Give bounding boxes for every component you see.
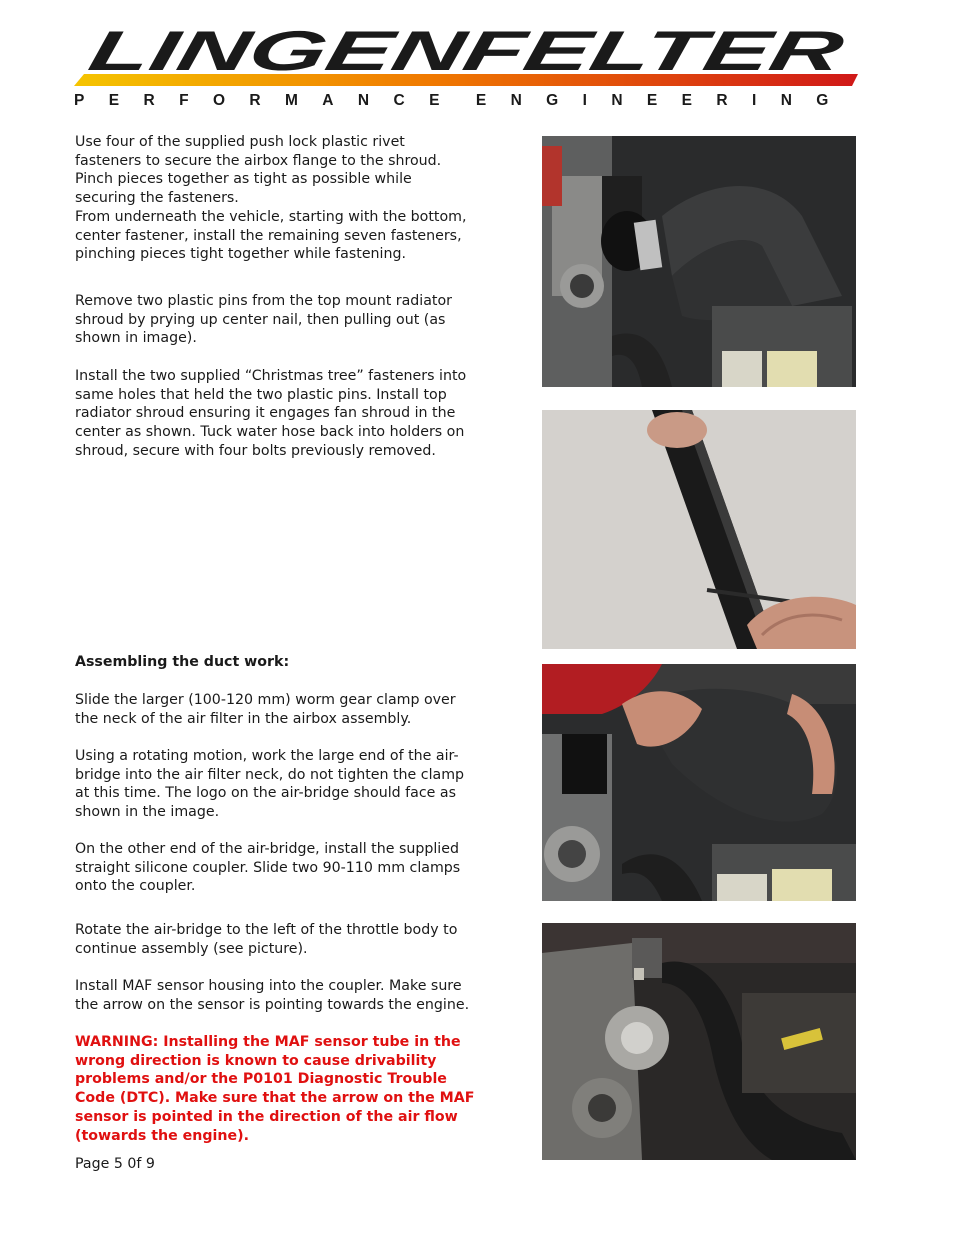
warning-paragraph: WARNING: Installing the MAF sensor tube in the wrong direction is known to cause drivability problems and/or the P0101 Diagnostic Trouble Code (DTC). Make sure that the arrow on the MAF sensor is pointed in the direction of the air flow (towards the engine). <box>75 1034 475 1144</box>
instruction-paragraph-7: On the other end of the air-bridge, install the supplied straight silicone coupler. Slide two 90-110 mm clamps onto the coupler. <box>75 841 461 895</box>
brand-tagline <box>74 92 853 110</box>
instruction-paragraph-3: Remove two plastic pins from the top mount radiator shroud by prying up center nail, then pulling out (as shown in image). <box>75 293 453 347</box>
logo-wordmark: LINGENFELTER <box>83 24 522 82</box>
photo-maf-sensor <box>542 923 856 1160</box>
instruction-paragraph-2: From underneath the vehicle, starting with the bottom, center fastener, install the remaining seven fasteners, pinching pieces tight together while fastening. <box>75 209 467 263</box>
photo-airbox-intake <box>542 136 856 387</box>
instruction-paragraph-1: Use four of the supplied push lock plastic rivet fasteners to secure the airbox flange to the shroud. Pinch pieces together as tight as possible while securing the fasteners. <box>75 134 442 207</box>
page-number: Page 5 0f 9 <box>75 1156 155 1172</box>
instruction-paragraph-5: Slide the larger (100-120 mm) worm gear clamp over the neck of the air filter in the airbox assembly. <box>75 692 456 727</box>
brand-logo <box>74 24 858 94</box>
instruction-paragraph-8: Rotate the air-bridge to the left of the throttle body to continue assembly (see picture). <box>75 922 458 957</box>
instruction-paragraph-4: Install the two supplied “Christmas tree” fasteners into same holes that held the two plastic pins. Install top radiator shroud ensuring it engages fan shroud in the center as shown. Tuck water hose back into holders on shroud, secure with four bolts previously removed. <box>75 368 467 459</box>
tagline-word-performance: PERFORMANCE <box>74 92 464 109</box>
instruction-paragraph-9: Install MAF sensor housing into the coupler. Make sure the arrow on the sensor is pointing towards the engine. <box>75 978 470 1013</box>
photo-air-bridge-fitting <box>542 664 856 901</box>
instruction-paragraph-6: Using a rotating motion, work the large end of the air-bridge into the air filter neck, do not tighten the clamp at this time. The logo on the air-bridge should face as shown in the image. <box>75 748 465 821</box>
tagline-word-engineering: ENGINEERING <box>475 92 853 109</box>
photo-radiator-shroud <box>542 410 856 649</box>
section-heading: Assembling the duct work: <box>75 654 290 670</box>
